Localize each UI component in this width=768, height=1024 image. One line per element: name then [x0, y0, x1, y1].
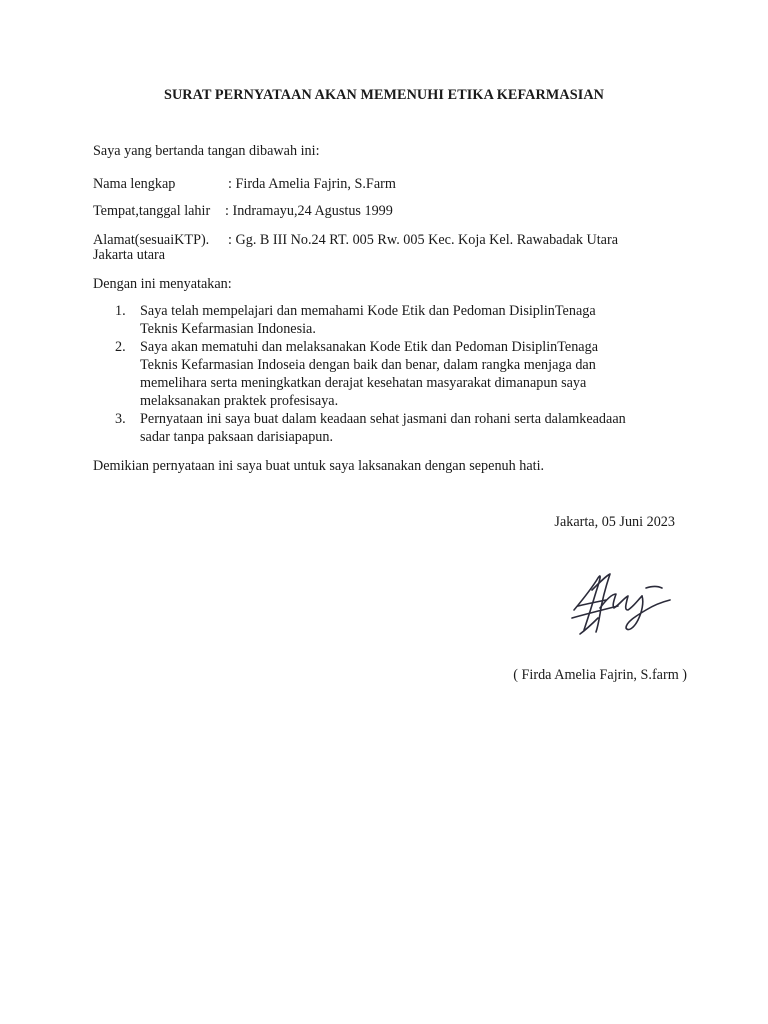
intro-text: Saya yang bertanda tangan dibawah ini: [93, 143, 320, 159]
name-value: : Firda Amelia Fajrin, S.Farm [228, 176, 396, 192]
address-value-line2: Jakarta utara [93, 247, 166, 263]
statement-number: 2. [115, 339, 126, 355]
statement-line: Saya akan mematuhi dan melaksanakan Kode Etik dan Pedoman DisiplinTenaga [140, 339, 598, 355]
birth-label: Tempat,tanggal lahir [93, 203, 211, 219]
document-title: SURAT PERNYATAAN AKAN MEMENUHI ETIKA KEFARMASIAN [163, 87, 605, 103]
signer-name: ( Firda Amelia Fajrin, S.farm ) [513, 667, 687, 683]
statement-line: sadar tanpa paksaan darisiapapun. [140, 429, 334, 445]
address-label: Alamat(sesuaiKTP). [93, 232, 210, 248]
statement-item [115, 302, 685, 338]
statement-item [115, 338, 685, 410]
statement-number: 3. [115, 411, 126, 427]
address-value: : Gg. B III No.24 RT. 005 Rw. 005 Kec. Koja Kel. Rawabadak Utara [228, 232, 618, 248]
statement-line: Pernyataan ini saya buat dalam keadaan sehat jasmani dan rohani serta dalamkeadaan [140, 411, 626, 427]
place-date: Jakarta, 05 Juni 2023 [554, 514, 675, 530]
statement-line: Saya telah mempelajari dan memahami Kode Etik dan Pedoman DisiplinTenaga [140, 303, 596, 319]
statement-number: 1. [115, 303, 126, 319]
statement-line: memelihara serta meningkatkan derajat kesehatan masyarakat dimanapun saya [140, 375, 587, 391]
statement-intro: Dengan ini menyatakan: [93, 276, 232, 292]
statement-item [115, 410, 685, 446]
name-label: Nama lengkap [93, 176, 176, 192]
statement-line: Teknis Kefarmasian Indonesia. [140, 321, 316, 337]
statement-line: Teknis Kefarmasian Indoseia dengan baik dan benar, dalam rangka menjaga dan [140, 357, 596, 373]
closing-text: Demikian pernyataan ini saya buat untuk saya laksanakan dengan sepenuh hati. [93, 458, 545, 474]
birth-value: : Indramayu,24 Agustus 1999 [225, 203, 393, 219]
statement-list [115, 302, 685, 446]
statement-line: melaksanakan praktek profesisaya. [140, 393, 339, 409]
signature-icon [566, 560, 676, 642]
